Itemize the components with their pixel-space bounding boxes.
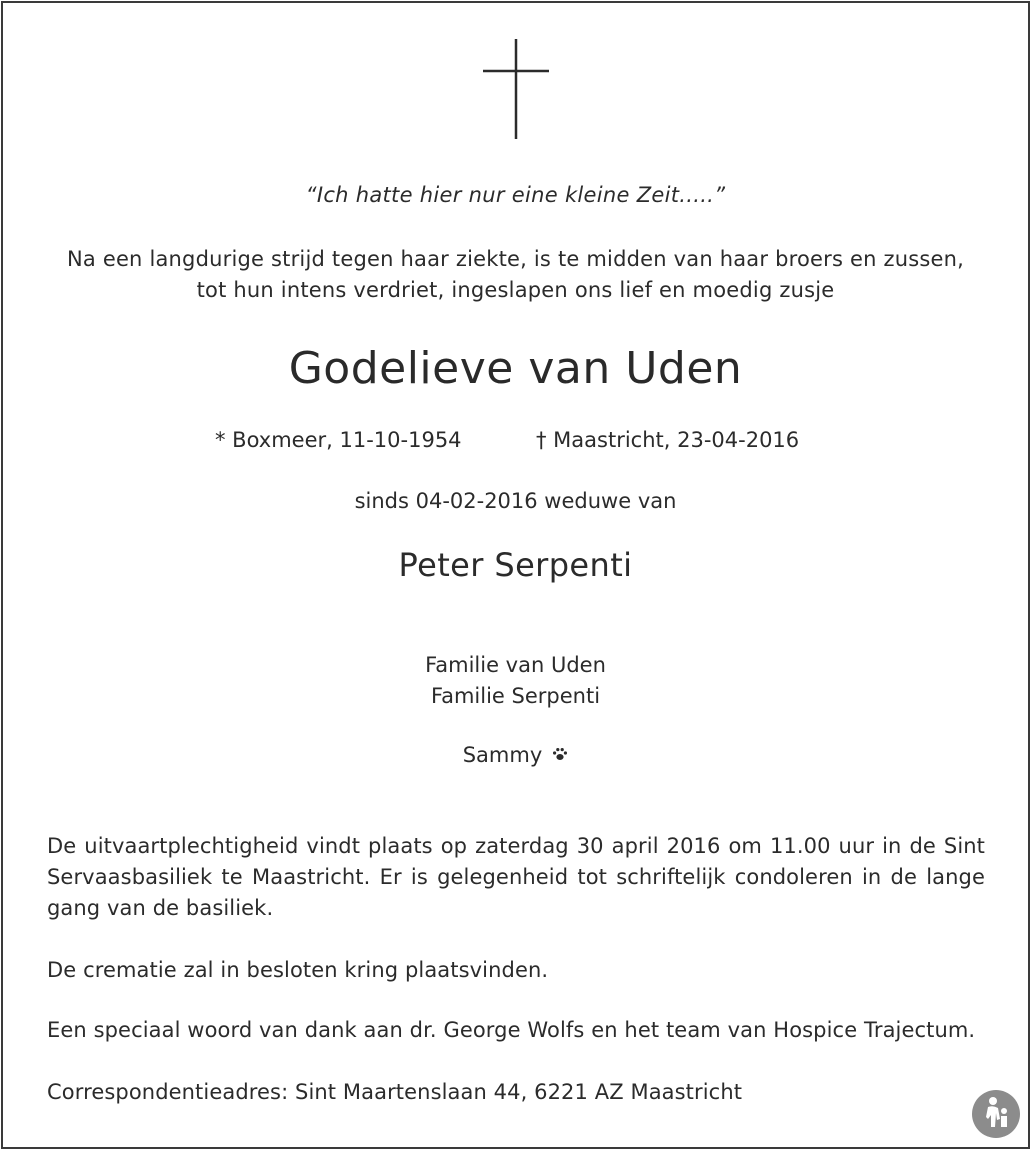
ceremony-paragraph: De uitvaartplechtigheid vindt plaats op zaterdag 30 april 2016 om 11.00 uur in de Sint Servaasbasiliek te Maastricht. Er is gelegenheid tot schriftelijk condoleren in de lange gang van de basiliek. [47, 834, 985, 920]
cremation-paragraph: De crematie zal in besloten kring plaatsvinden. [47, 958, 549, 982]
deceased-name: Godelieve van Uden [288, 343, 743, 394]
intro-text [0, 244, 1031, 306]
family-line-1: Familie van Uden [425, 653, 606, 677]
publisher-logo-icon [971, 1089, 1021, 1139]
family-signatures [0, 650, 1031, 712]
birth-info: * Boxmeer, 11-10-1954 [215, 428, 462, 452]
death-info: † Maastricht, 23-04-2016 [536, 428, 800, 452]
quote: “Ich hatte hier nur eine kleine Zeit.....” [305, 183, 726, 207]
intro-line-2: tot hun intens verdriet, ingeslapen ons lief en moedig zusje [196, 278, 835, 302]
pet-line [0, 743, 1031, 767]
spouse-name: Peter Serpenti [398, 546, 633, 584]
intro-line-1: Na een langdurige strijd tegen haar ziekte, is te midden van haar broers en zussen, [66, 247, 965, 271]
pet-name: Sammy [462, 743, 543, 767]
paw-icon [552, 746, 568, 762]
cross-icon [483, 39, 549, 139]
family-line-2: Familie Serpenti [430, 684, 601, 708]
widow-line: sinds 04-02-2016 weduwe van [354, 489, 677, 513]
thanks-paragraph: Een speciaal woord van dank aan dr. George Wolfs en het team van Hospice Trajectum. [47, 1018, 976, 1042]
correspondence-address: Correspondentieadres: Sint Maartenslaan 44, 6221 AZ Maastricht [47, 1080, 743, 1104]
